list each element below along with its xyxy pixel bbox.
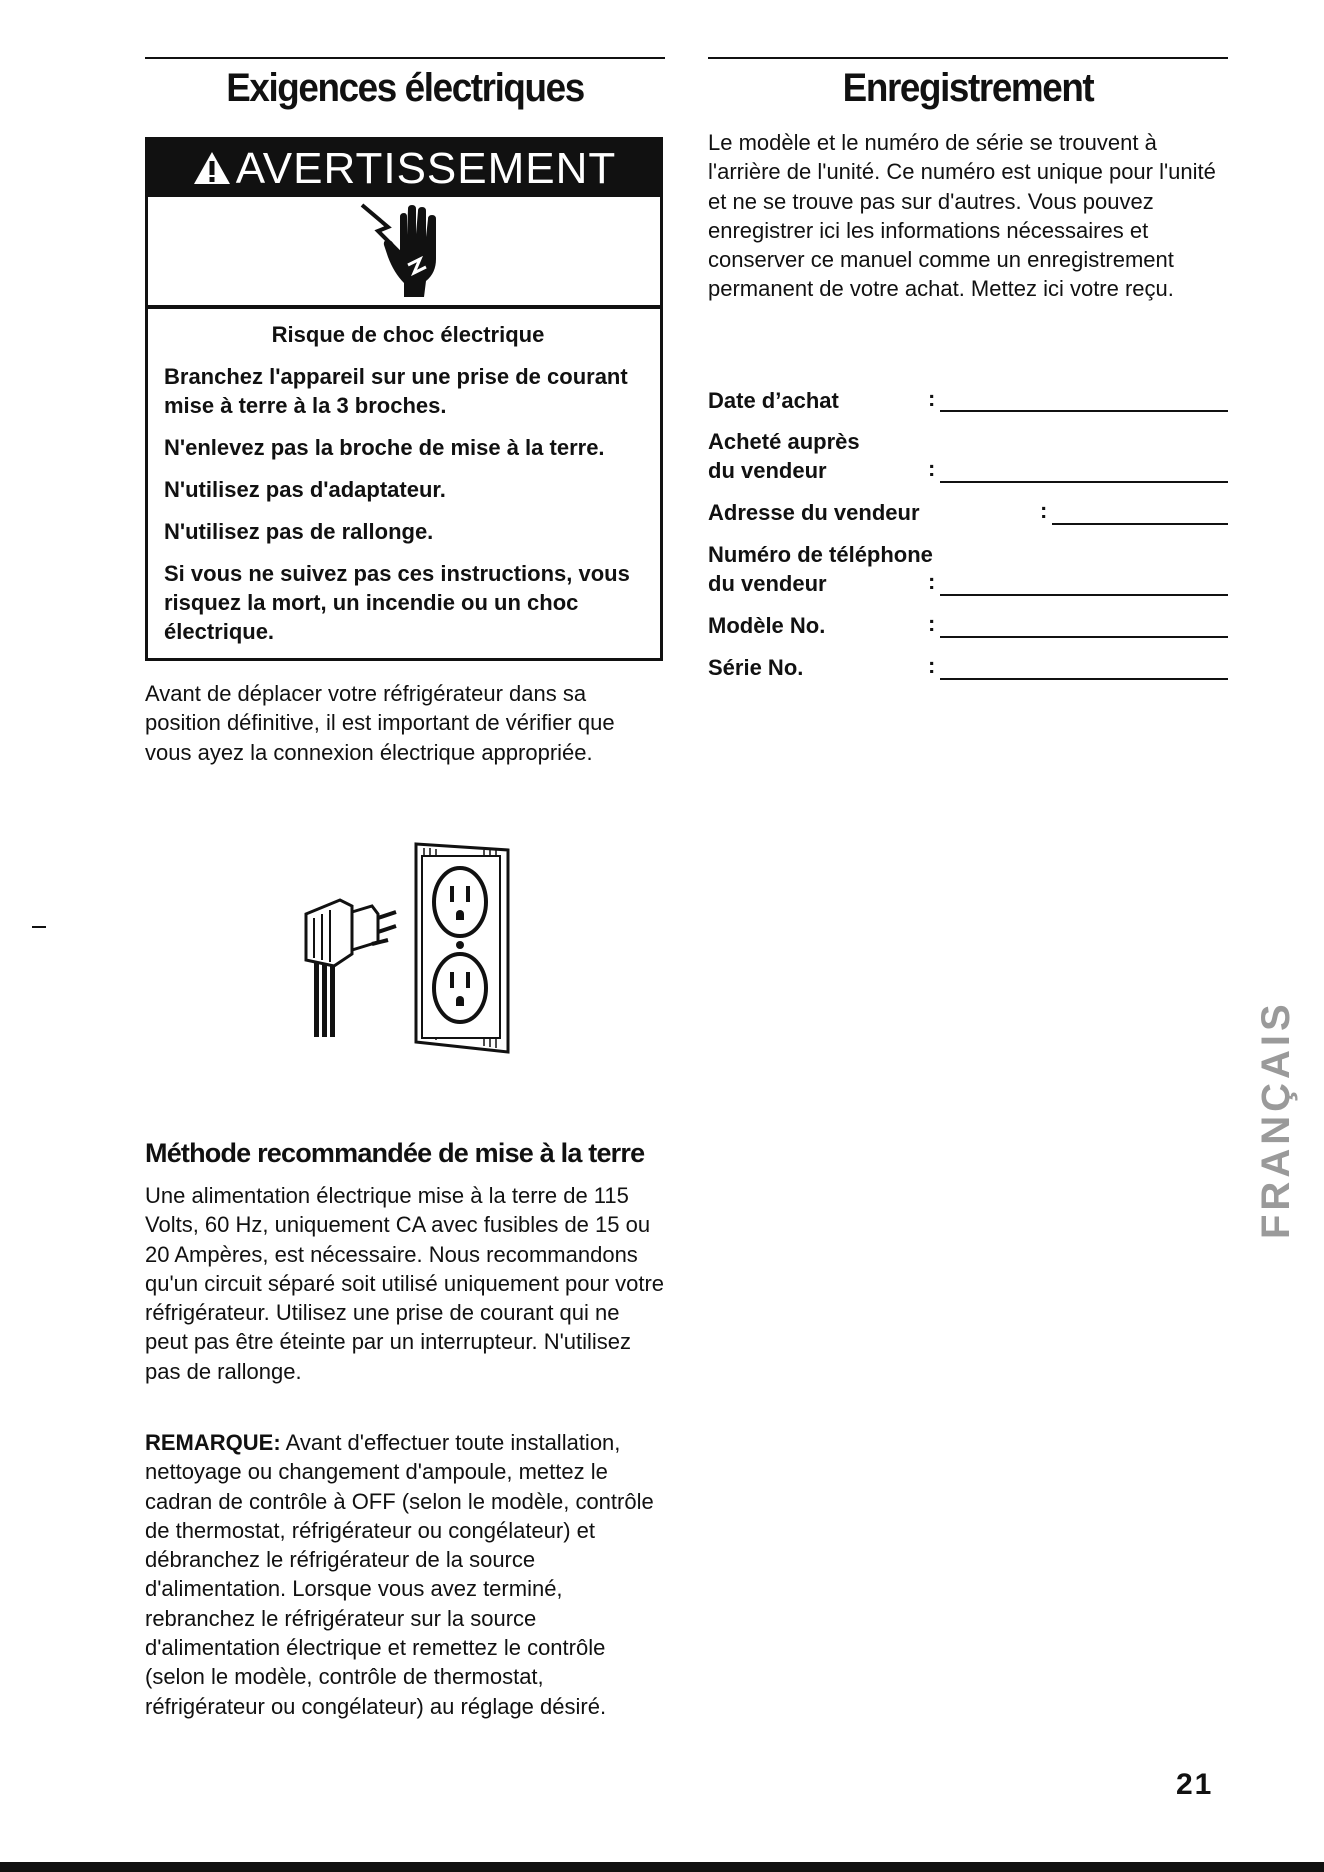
warning-box <box>145 137 663 661</box>
serial-number-label: Série No. <box>708 655 804 680</box>
warning-body <box>164 320 652 659</box>
language-side-label: FRANÇAIS <box>1254 1000 1298 1240</box>
margin-mark <box>32 926 46 928</box>
model-number-field[interactable] <box>940 636 1228 638</box>
field-colon: : <box>1040 498 1048 523</box>
grounding-method-title: Méthode recommandée de mise à la terre <box>145 1138 645 1168</box>
electrical-requirements-title: Exigences électriques <box>226 66 584 110</box>
dealer-address-field[interactable] <box>1052 523 1228 525</box>
warning-header <box>148 140 660 197</box>
purchased-from-label-line2: du vendeur <box>708 458 827 483</box>
field-colon: : <box>928 386 936 411</box>
model-number-label: Modèle No. <box>708 613 826 638</box>
note-label: REMARQUE: <box>145 1430 281 1455</box>
field-colon: : <box>928 653 936 678</box>
serial-number-field[interactable] <box>940 678 1228 680</box>
purchased-from-field[interactable] <box>940 481 1228 483</box>
dealer-address-label: Adresse du vendeur <box>708 500 920 525</box>
right-top-rule <box>708 57 1228 59</box>
note-paragraph <box>145 1428 665 1721</box>
plug-outlet-illustration <box>300 842 530 1062</box>
warning-divider <box>148 305 660 309</box>
bottom-edge <box>0 1862 1324 1872</box>
grounding-method-paragraph: Une alimentation électrique mise à la terre de 115 Volts, 60 Hz, uniquement CA avec fusibles de 15 ou 20 Ampères, est nécessaire. Nous recommandons qu'un circuit séparé soit utilisé uniquement pour votre réfrigérateur. Utilisez une prise de courant qui ne peut pas être éteinte par un interrupteur. N'utilisez pas de rallonge. <box>145 1183 665 1384</box>
warning-header-label: AVERTISSEMENT <box>235 144 617 193</box>
dealer-phone-field[interactable] <box>940 594 1228 596</box>
dealer-phone-label: Numéro de téléphone <box>708 542 933 567</box>
warning-line: N'enlevez pas la broche de mise à la terre. <box>164 435 605 460</box>
dealer-phone-label-line2: du vendeur <box>708 571 827 596</box>
registration-intro-paragraph: Le modèle et le numéro de série se trouvent à l'arrière de l'unité. Ce numéro est unique pour l'unité et ne se trouve pas sur d'autres. Vous pouvez enregistrer ici les informations nécessaires et conserver ce manuel comme un enregistrement permanent de votre achat. Mettez ici votre reçu. <box>708 130 1216 302</box>
warning-line: Si vous ne suivez pas ces instructions, vous risquez la mort, un incendie ou un choc électrique. <box>164 561 630 644</box>
warning-line: Branchez l'appareil sur une prise de courant mise à terre à la 3 broches. <box>164 364 628 418</box>
field-colon: : <box>928 611 936 636</box>
purchased-from-label: Acheté auprès <box>708 429 860 454</box>
warning-line: N'utilisez pas d'adaptateur. <box>164 477 446 502</box>
note-text: Avant d'effectuer toute installation, nettoyage ou changement d'ampoule, mettez le cadran de contrôle à OFF (selon le modèle, contrôle de thermostat, réfrigérateur ou congélateur) et débranchez le réfrigérateur de la source d'alimentation. Lorsque vous avez terminé, rebranchez le réfrigérateur sur la source d'alimentation électrique et remettez le contrôle (selon le modèle, contrôle de thermostat, réfrigérateur ou congélateur) au réglage désiré. <box>145 1430 654 1719</box>
warning-risk-title: Risque de choc électrique <box>271 322 545 347</box>
purchase-date-field[interactable] <box>940 410 1228 412</box>
registration-title: Enregistrement <box>842 66 1094 110</box>
shock-symbol-area <box>148 197 660 305</box>
electric-shock-hand-icon <box>358 199 448 303</box>
purchase-date-label: Date d’achat <box>708 388 839 413</box>
field-colon: : <box>928 569 936 594</box>
left-top-rule <box>145 57 665 59</box>
field-colon: : <box>928 456 936 481</box>
page-number: 21 <box>1176 1768 1214 1801</box>
warning-triangle-icon <box>192 150 232 186</box>
warning-line: N'utilisez pas de rallonge. <box>164 519 434 544</box>
electrical-intro-paragraph: Avant de déplacer votre réfrigérateur dans sa position définitive, il est important de vérifier que vous ayez la connexion électrique appropriée. <box>145 681 615 765</box>
